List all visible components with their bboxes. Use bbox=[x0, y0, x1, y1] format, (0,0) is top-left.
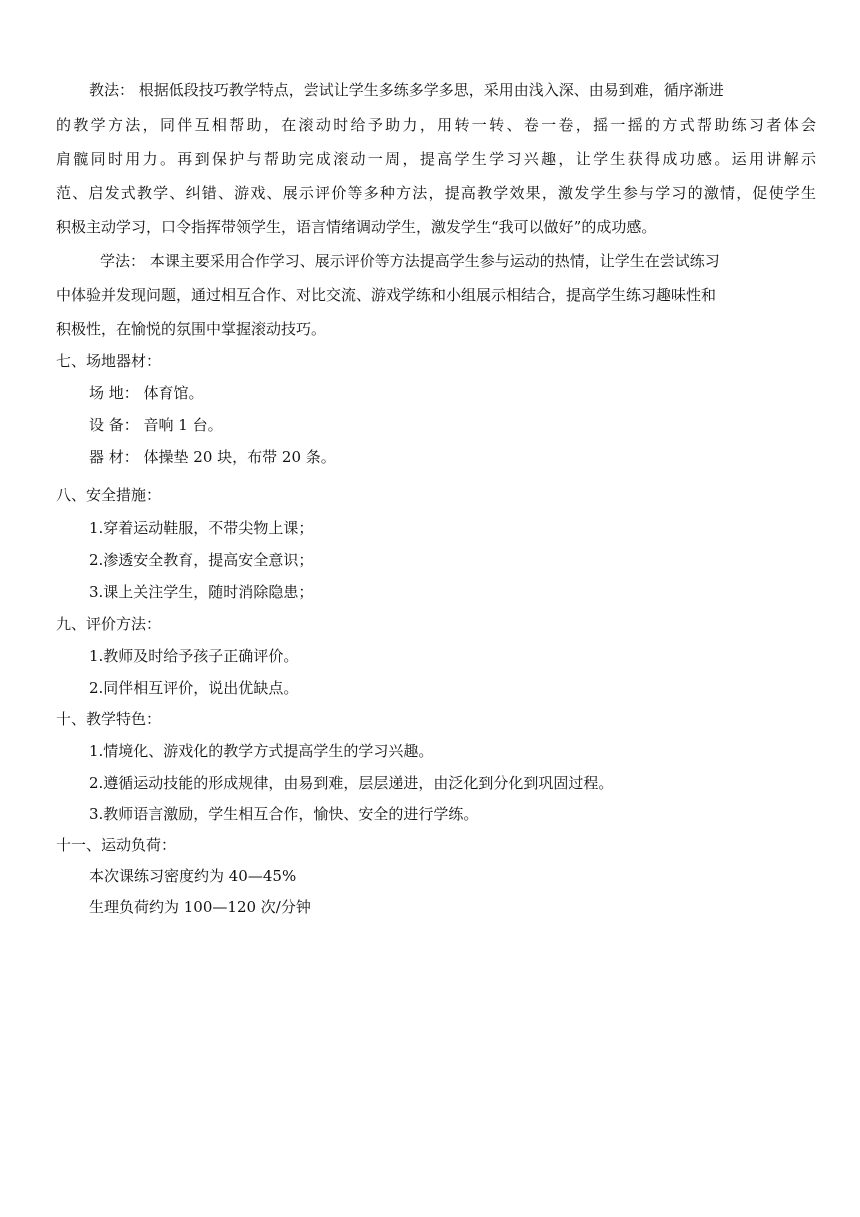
list-item: 设 备： 音响 1 台。 bbox=[89, 416, 223, 434]
teaching-method-line: 的教学方法，同伴互相帮助，在滚动时给予助力，用转一转、卷一卷，摇一摇的方式帮助练习者体会 bbox=[56, 116, 816, 134]
list-item: 生理负荷约为 100—120 次/分钟 bbox=[89, 898, 311, 916]
list-item: 场 地： 体育馆。 bbox=[89, 384, 204, 402]
teaching-method-line: 肩髋同时用力。再到保护与帮助完成滚动一周，提高学生学习兴趣，让学生获得成功感。运用讲解示 bbox=[56, 150, 816, 168]
section-heading: 九、评价方法： bbox=[56, 615, 162, 633]
section-heading: 八、安全措施： bbox=[56, 486, 162, 504]
teaching-method-line: 教法： 根据低段技巧教学特点，尝试让学生多练多学多思，采用由浅入深、由易到难，循序渐进 bbox=[89, 81, 724, 99]
section-heading: 七、场地器材： bbox=[56, 352, 162, 370]
learning-method-line: 中体验并发现问题，通过相互合作、对比交流、游戏学练和小组展示相结合，提高学生练习趣味性和 bbox=[56, 286, 717, 304]
list-item: 本次课练习密度约为 40—45% bbox=[89, 867, 297, 885]
list-item: 2.渗透安全教育，提高安全意识； bbox=[89, 551, 314, 569]
list-item: 1.教师及时给予孩子正确评价。 bbox=[89, 647, 299, 665]
section-heading: 十、教学特色： bbox=[56, 710, 162, 728]
teaching-method-line: 范、启发式教学、纠错、游戏、展示评价等多种方法，提高教学效果，激发学生参与学习的激情，促使学生 bbox=[56, 184, 816, 202]
list-item: 1.情境化、游戏化的教学方式提高学生的学习兴趣。 bbox=[89, 742, 434, 760]
list-item: 3.教师语言激励，学生相互合作，愉快、安全的进行学练。 bbox=[89, 805, 479, 823]
teaching-method-line: 积极主动学习，口令指挥带领学生，语言情绪调动学生，激发学生“我可以做好”的成功感。 bbox=[56, 218, 657, 236]
list-item: 3.课上关注学生，随时消除隐患； bbox=[89, 583, 314, 601]
learning-method-line: 积极性，在愉悦的氛围中掌握滚动技巧。 bbox=[56, 320, 327, 338]
section-heading: 十一、运动负荷： bbox=[56, 836, 177, 854]
learning-method-line: 学法： 本课主要采用合作学习、展示评价等方法提高学生参与运动的热情，让学生在尝试练习 bbox=[100, 252, 720, 270]
list-item: 2.同伴相互评价，说出优缺点。 bbox=[89, 679, 299, 697]
list-item: 2.遵循运动技能的形成规律，由易到难，层层递进，由泛化到分化到巩固过程。 bbox=[89, 774, 614, 792]
list-item: 器 材： 体操垫 20 块，布带 20 条。 bbox=[89, 448, 336, 466]
list-item: 1.穿着运动鞋服，不带尖物上课； bbox=[89, 519, 314, 537]
